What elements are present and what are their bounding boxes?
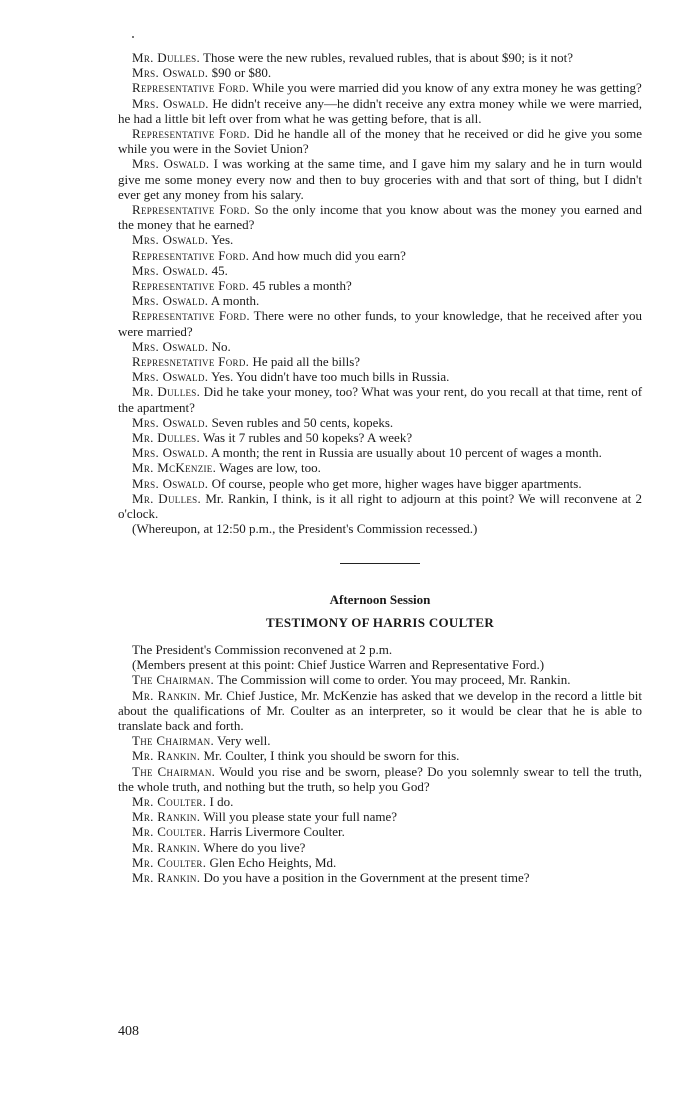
speaker-name: Mrs. Oswald. [132, 414, 209, 430]
speaker-name: Mr. Dulles. [132, 490, 202, 506]
speech-text: Do you have a position in the Government at the present time? [203, 869, 530, 885]
transcript-paragraph [118, 445, 642, 460]
speech-text: No. [211, 338, 231, 354]
speaker-name: Mrs. Oswald. [132, 156, 210, 172]
transcript-paragraph [118, 96, 642, 126]
speaker-name: Mr. Rankin. [132, 809, 201, 825]
transcript-paragraph [118, 202, 642, 232]
transcript-paragraph [118, 430, 642, 445]
speaker-name: Mr. Coulter. [132, 824, 207, 840]
speech-text: Of course, people who get more, higher wages have bigger apartments. [211, 475, 582, 491]
speech-text: A month. [210, 293, 260, 309]
speaker-name: The Chairman. [132, 672, 215, 688]
speech-text: Wages are low, too. [219, 460, 321, 476]
speech-text: The President's Commission reconvened at 2 p.m. [132, 641, 393, 657]
speaker-name: Represnetative Ford. [132, 354, 250, 370]
speech-text: Would you rise and be sworn, please? Do you solemnly swear to tell the truth, the whole truth, and nothing but the truth, so help you God? [118, 763, 643, 794]
transcript-paragraph [118, 232, 642, 247]
transcript-page [118, 50, 642, 885]
speech-text: Mr. Rankin, I think, is it all right to adjourn at this point? We will reconvene at 2 o'clock. [118, 490, 643, 522]
speaker-name: Mr. McKenzie. [132, 460, 217, 476]
speaker-name: Mrs. Oswald. [132, 293, 209, 309]
speech-text: $90 or $80. [211, 65, 272, 81]
transcript-paragraph [118, 642, 642, 657]
speaker-name: Representative Ford. [132, 126, 251, 142]
transcript-paragraph [118, 809, 642, 824]
transcript-paragraph [118, 50, 642, 65]
speech-text: Glen Echo Heights, Md. [209, 854, 337, 870]
speaker-name: Mr. Rankin. [132, 869, 201, 885]
speech-text: The Commission will come to order. You may proceed, Mr. Rankin. [217, 672, 571, 688]
speech-text: Yes. [211, 232, 234, 248]
transcript-paragraph [118, 491, 642, 521]
speech-text: A month; the rent in Russia are usually about 10 percent of wages a month. [210, 445, 602, 461]
speech-text: Those were the new rubles, revalued rubles, that is about $90; is it not? [203, 50, 574, 65]
speech-text: I do. [209, 793, 234, 809]
speech-text: Mr. Coulter, I think you should be sworn for this. [203, 748, 460, 764]
speech-text: He paid all the bills? [252, 354, 361, 370]
speaker-name: Mr. Rankin. [132, 748, 201, 764]
speech-text: Very well. [217, 733, 271, 749]
afternoon-testimony [118, 642, 642, 885]
speech-text: Did he handle all of the money that he received or did he give you some while you were in the Soviet Union? [118, 126, 642, 157]
transcript-paragraph [118, 460, 642, 475]
speech-text: Seven rubles and 50 cents, kopeks. [211, 414, 394, 430]
transcript-paragraph [118, 855, 642, 870]
transcript-paragraph [118, 794, 642, 809]
speech-text: 45. [211, 262, 228, 278]
stray-mark [132, 36, 134, 38]
speaker-name: Mr. Coulter. [132, 793, 207, 809]
transcript-paragraph [118, 840, 642, 855]
speaker-name: Representative Ford. [132, 308, 250, 324]
speech-text: While you were married did you know of any extra money he was getting? [252, 80, 642, 96]
transcript-paragraph [118, 369, 642, 384]
transcript-paragraph [118, 156, 642, 202]
speech-text: (Whereupon, at 12:50 p.m., the President's Commission recessed.) [132, 521, 478, 537]
speaker-name: Mrs. Oswald. [132, 232, 209, 248]
page-number: 408 [118, 1024, 139, 1039]
transcript-paragraph [118, 278, 642, 293]
morning-testimony [118, 50, 642, 537]
transcript-paragraph [118, 339, 642, 354]
speech-text: Mr. Chief Justice, Mr. McKenzie has asked that we develop in the record a little bit about the qualifications of Mr. Coulter as an interpreter, so it would be clear that he is able to translate back and forth. [118, 687, 643, 733]
transcript-paragraph [118, 65, 642, 80]
transcript-paragraph [118, 384, 642, 414]
transcript-paragraph [118, 672, 642, 687]
speaker-name: Mrs. Oswald. [132, 262, 209, 278]
transcript-paragraph [118, 476, 642, 491]
speaker-name: Representative Ford. [132, 278, 250, 294]
speech-text: Where do you live? [203, 839, 306, 855]
session-heading: Afternoon Session [329, 591, 431, 607]
speaker-name: Mr. Dulles. [132, 50, 200, 65]
speaker-name: Representative Ford. [132, 80, 250, 96]
transcript-paragraph [118, 126, 642, 156]
speaker-name: The Chairman. [132, 733, 215, 749]
transcript-paragraph [118, 521, 642, 536]
transcript-paragraph [118, 293, 642, 308]
transcript-paragraph [118, 354, 642, 369]
speech-text: Harris Livermore Coulter. [209, 824, 345, 840]
section-divider [340, 563, 420, 564]
speech-text: And how much did you earn? [251, 247, 406, 263]
speaker-name: The Chairman. [132, 763, 216, 779]
speaker-name: Mrs. Oswald. [132, 338, 209, 354]
transcript-paragraph [118, 657, 642, 672]
transcript-paragraph [118, 263, 642, 278]
speech-text: He didn't receive any—he didn't receive any extra money while we were married, he had a little bit left over from what he was getting before, that is all. [118, 95, 642, 126]
speech-text: Will you please state your full name? [203, 809, 397, 825]
speaker-name: Mrs. Oswald. [132, 445, 209, 461]
speaker-name: Mr. Rankin. [132, 687, 201, 703]
transcript-paragraph [118, 415, 642, 430]
speaker-name: Mr. Dulles. [132, 384, 201, 400]
speaker-name: Mrs. Oswald. [132, 95, 209, 111]
speech-text: Was it 7 rubles and 50 kopeks? A week? [203, 430, 413, 446]
speaker-name: Representative Ford. [132, 202, 251, 218]
speech-text: Yes. You didn't have too much bills in Russia. [211, 369, 450, 385]
speech-text: (Members present at this point: Chief Justice Warren and Representative Ford.) [132, 657, 545, 673]
testimony-heading: TESTIMONY OF HARRIS COULTER [265, 614, 495, 630]
speaker-name: Mr. Dulles. [132, 430, 200, 446]
speech-text: I was working at the same time, and I gave him my salary and he in turn would give me some money every now and then to buy groceries with and that sort of thing, but I didn't ever get any money from his salary. [118, 156, 642, 202]
transcript-paragraph [118, 733, 642, 748]
transcript-paragraph [118, 764, 642, 794]
transcript-paragraph [118, 824, 642, 839]
transcript-paragraph [118, 688, 642, 734]
transcript-paragraph [118, 308, 642, 338]
speaker-name: Mrs. Oswald. [132, 475, 209, 491]
transcript-paragraph [118, 748, 642, 763]
speaker-name: Mr. Coulter. [132, 854, 207, 870]
speech-text: Did he take your money, too? What was your rent, do you recall at that time, rent of the apartment? [118, 384, 643, 415]
speech-text: So the only income that you know about was the money you earned and the money that he earned? [118, 202, 642, 233]
speech-text: There were no other funds, to your knowledge, that he received after you were married? [118, 308, 642, 339]
speech-text: 45 rubles a month? [252, 278, 352, 294]
speaker-name: Mrs. Oswald. [132, 369, 209, 385]
transcript-paragraph [118, 248, 642, 263]
transcript-paragraph [118, 870, 642, 885]
speaker-name: Representative Ford. [132, 247, 250, 263]
speaker-name: Mrs. Oswald. [132, 65, 209, 81]
transcript-paragraph [118, 80, 642, 95]
speaker-name: Mr. Rankin. [132, 839, 201, 855]
